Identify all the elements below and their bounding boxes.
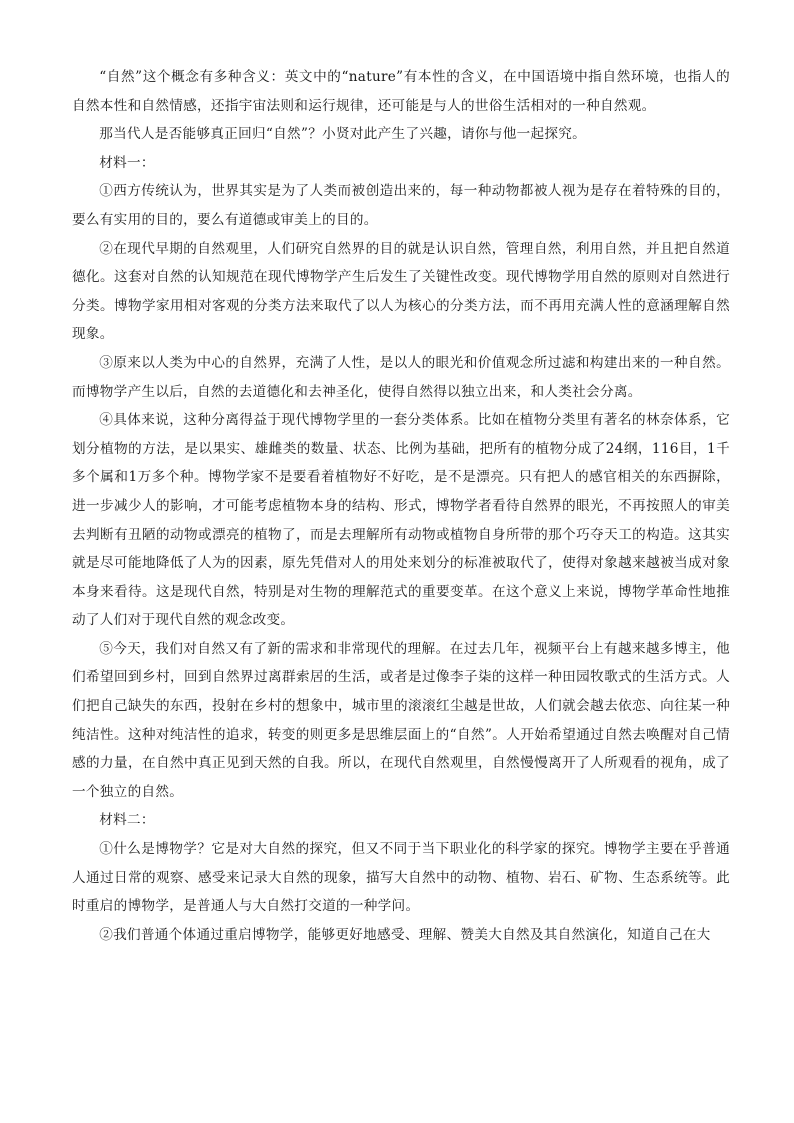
question-paragraph: 那当代人是否能够真正回归“自然”？小贤对此产生了兴趣，请你与他一起探究。 [99,126,587,143]
material-one-heading: 材料一： [99,154,155,171]
document-page [72,63,730,949]
material-one-paragraph-4: ④具体来说，这种分离得益于现代博物学里的一套分类体系。比如在植物分类里有著名的林奈体系，它划分植物的方法，是以果实、雄雌类的数量、状态、比例为基础，把所有的植物分成了24纲，116目，1千多个属和1万多个种。博物学家不是要看着植物好不好吃，是不是漂亮。只有把人的感官相关的东西摒除，进一步减少人的影响，才可能考虑植物本身的结构、形式，博物学者看待自然界的眼光，不再按照人的审美去判断有丑陋的动物或漂亮的植物了，而是去理解所有动物或植物自身所带的那个巧夺天工的构造。这其实就是尽可能地降低了人为的因素，原先凭借对人的用处来划分的标准被取代了，使得对象越来越被当成对象本身来看待。这是现代自然，特别是对生物的理解范式的重要变革。在这个意义上来说，博物学革命性地推动了人们对于现代自然的观念改变。 [72,412,730,629]
intro-paragraph: “自然”这个概念有多种含义：英文中的“nature”有本性的含义，在中国语境中指自然环境，也指人的自然本性和自然情感，还指宇宙法则和运行规律，还可能是与人的世俗生活相对的一种自然观。 [72,69,730,114]
material-two-heading: 材料二： [99,812,155,829]
material-one-paragraph-2: ②在现代早期的自然观里，人们研究自然界的目的就是认识自然，管理自然，利用自然，并且把自然道德化。这套对自然的认知规范在现代博物学产生后发生了关键性改变。现代博物学用自然的原则对自然进行分类。博物学家用相对客观的分类方法来取代了以人为核心的分类方法，而不再用充满人性的意涵理解自然现象。 [72,240,730,343]
material-one-paragraph-5: ⑤今天，我们对自然又有了新的需求和非常现代的理解。在过去几年，视频平台上有越来越多博主，他们希望回到乡村，回到自然界过离群索居的生活，或者是过像李子柒的这样一种田园牧歌式的生活方式。人们把自己缺失的东西，投射在乡村的想象中，城市里的滚滚红尘越是世故，人们就会越去依恋、向往某一种纯洁性。这种对纯洁性的追求，转变的则更多是思维层面上的“自然”。人开始希望通过自然去唤醒对自己情感的力量，在自然中真正见到天然的自我。所以，在现代自然观里，自然慢慢离开了人所观看的视角，成了一个独立的自然。 [72,640,730,800]
material-one-paragraph-1: ①西方传统认为，世界其实是为了人类而被创造出来的，每一种动物都被人视为是存在着特殊的目的，要么有实用的目的，要么有道德或审美上的目的。 [72,183,730,228]
material-two-paragraph-2: ②我们普通个体通过重启博物学，能够更好地感受、理解、赞美大自然及其自然演化，知道自己在大 [99,926,711,943]
material-one-paragraph-3: ③原来以人类为中心的自然界，充满了人性，是以人的眼光和价值观念所过滤和构建出来的一种自然。而博物学产生以后，自然的去道德化和去神圣化，使得自然得以独立出来，和人类社会分离。 [72,354,730,400]
material-two-paragraph-1: ①什么是博物学？它是对大自然的探究，但又不同于当下职业化的科学家的探究。博物学主要在乎普通人通过日常的观察、感受来记录大自然的现象，描写大自然中的动物、植物、岩石、矿物、生态系统等。此时重启的博物学，是普通人与大自然打交道的一种学问。 [72,841,730,915]
